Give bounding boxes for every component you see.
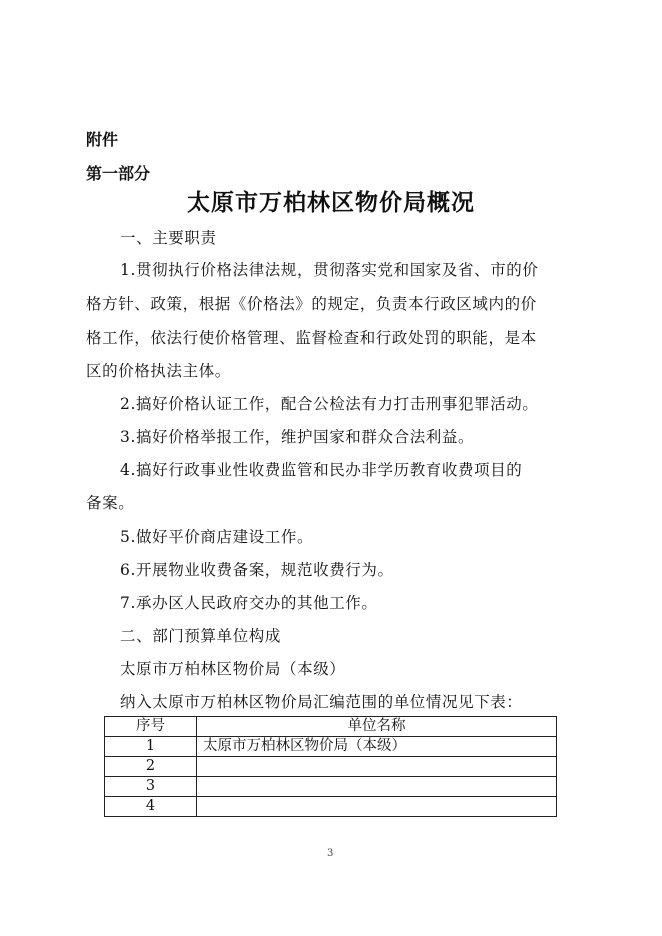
table-row (105, 797, 557, 817)
duty-6: 6.开展物业收费备案，规范收费行为。 (120, 561, 394, 579)
table-row (105, 777, 557, 797)
attachment-label: 附件 (86, 130, 119, 149)
section-heading-duties: 一、主要职责 (120, 229, 217, 247)
table-cell-name (197, 757, 557, 777)
section-heading-units: 二、部门预算单位构成 (120, 627, 282, 645)
table-cell-name: 太原市万柏林区物价局（本级） (197, 737, 557, 757)
duty-1-line-3: 格工作，依法行使价格管理、监督检查和行政处罚的职能，是本 (86, 329, 537, 347)
table-header-no: 序号 (105, 717, 197, 737)
table-cell-no: 1 (105, 737, 197, 757)
table-cell-no: 3 (105, 777, 197, 797)
duty-2: 2.搞好价格认证工作，配合公检法有力打击刑事犯罪活动。 (120, 395, 539, 413)
duty-1-line-4: 区的价格执法主体。 (86, 362, 231, 380)
units-table (104, 716, 557, 817)
duty-4-line-1: 4.搞好行政事业性收费监管和民办非学历教育收费项目的 (120, 461, 523, 479)
table-row (105, 737, 557, 757)
page-number: 3 (327, 848, 334, 859)
table-cell-no: 2 (105, 757, 197, 777)
part-label: 第一部分 (86, 164, 151, 183)
table-cell-name (197, 777, 557, 797)
table-cell-no: 4 (105, 797, 197, 817)
table-header-name: 单位名称 (197, 717, 557, 737)
duty-4-line-2: 备案。 (86, 494, 135, 512)
duty-7: 7.承办区人民政府交办的其他工作。 (120, 594, 378, 612)
unit-name: 太原市万柏林区物价局（本级） (120, 660, 346, 678)
duty-3: 3.搞好价格举报工作，维护国家和群众合法利益。 (120, 428, 475, 446)
table-cell-name (197, 797, 557, 817)
table-row (105, 757, 557, 777)
table-intro: 纳入太原市万柏林区物价局汇编范围的单位情况见下表： (120, 693, 523, 711)
table-header-row (105, 717, 557, 737)
page-title: 太原市万柏林区物价局概况 (187, 190, 475, 216)
duty-1-line-1: 1.贯彻执行价格法律法规，贯彻落实党和国家及省、市的价 (120, 261, 539, 279)
duty-5: 5.做好平价商店建设工作。 (120, 528, 314, 546)
duty-1-line-2: 格方针、政策，根据《价格法》的规定，负责本行政区域内的价 (86, 295, 537, 313)
